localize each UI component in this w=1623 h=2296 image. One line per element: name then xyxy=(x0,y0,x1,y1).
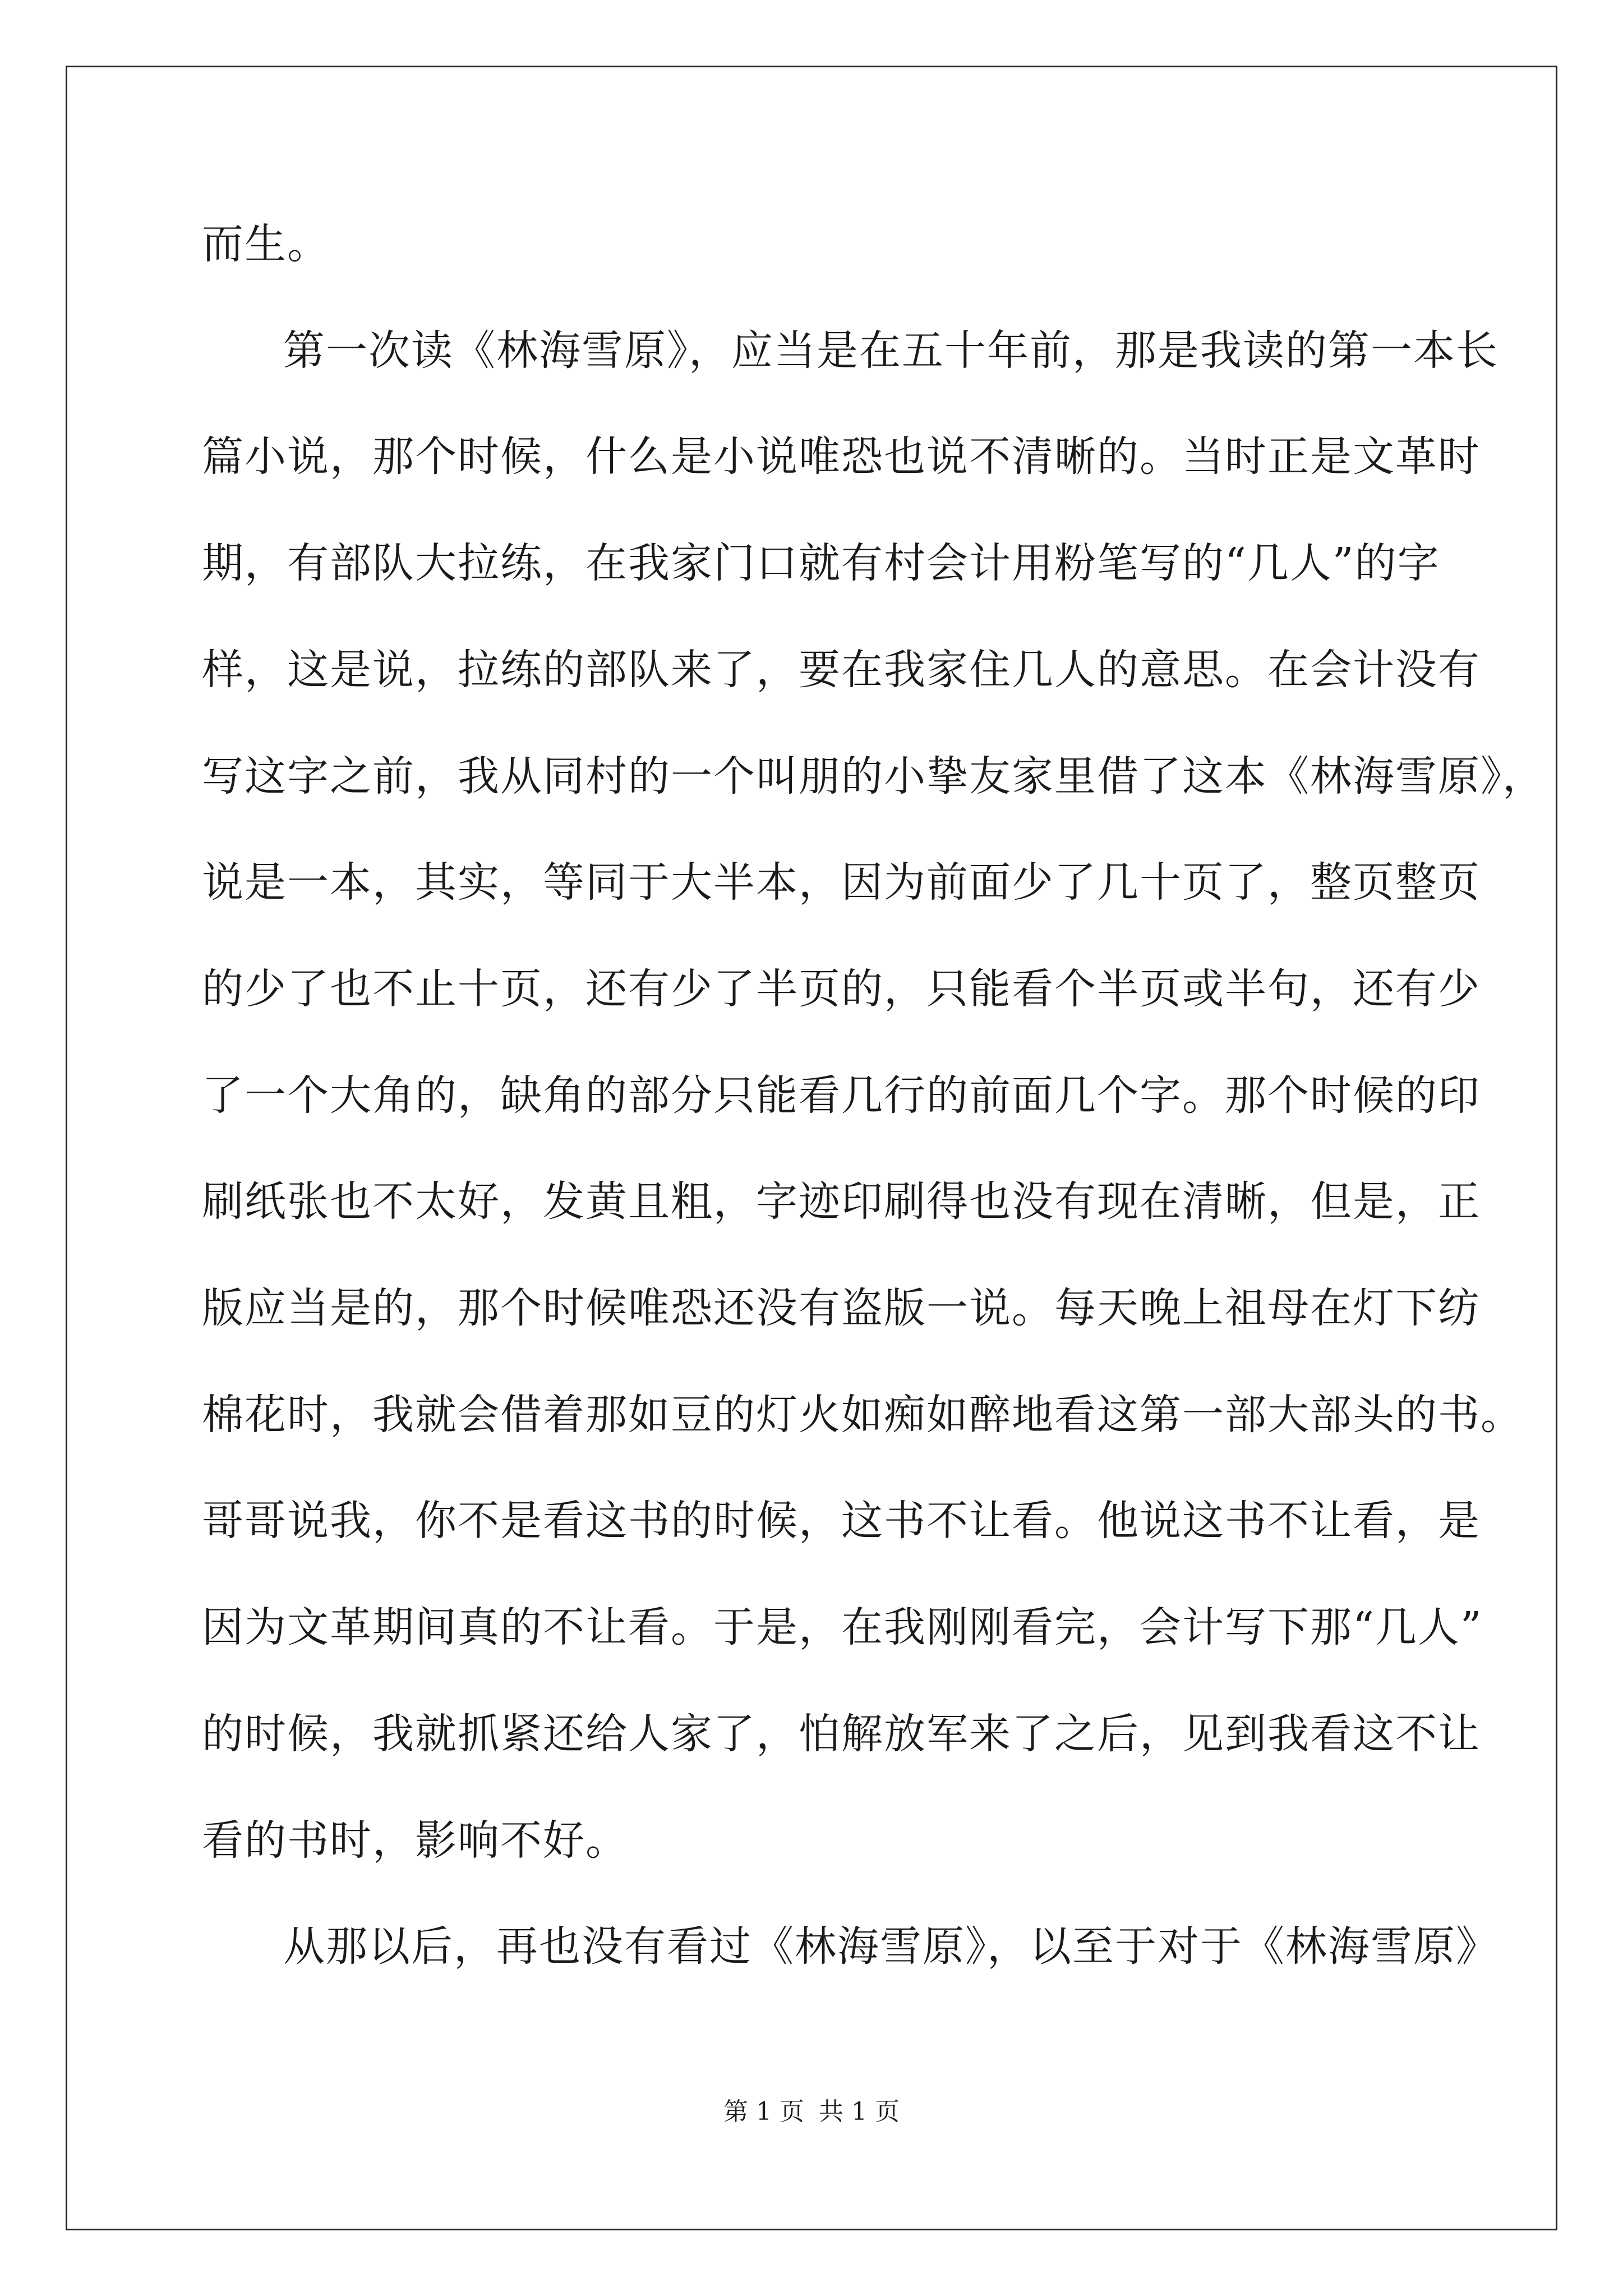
page-total: 共 1 页 xyxy=(819,2097,900,2126)
text-line: 了一个大角的，缺角的部分只能看几行的前面几个字。那个时候的印 xyxy=(202,1071,1481,1120)
text-line: 的少了也不止十页，还有少了半页的，只能看个半页或半句，还有少 xyxy=(202,965,1481,1013)
text-line: 说是一本，其实，等同于大半本，因为前面少了几十页了，整页整页 xyxy=(202,858,1481,907)
paragraph-first-line: 第一次读《林海雪原》，应当是在五十年前，那是我读的第一本长 xyxy=(283,326,1498,375)
text-line: 而生。 xyxy=(202,220,330,268)
text-line: 棉花时，我就会借着那如豆的灯火如痴如醉地看这第一部大部头的书。 xyxy=(202,1391,1523,1439)
text-line: 看的书时，影响不好。 xyxy=(202,1816,628,1865)
page-number: 第 1 页 xyxy=(723,2097,804,2126)
text-line: 哥哥说我，你不是看这书的时候，这书不让看。他说这书不让看，是 xyxy=(202,1497,1481,1545)
text-line: 写这字之前，我从同村的一个叫朋的小挚友家里借了这本《林海雪原》， xyxy=(202,752,1545,800)
text-line: 篇小说，那个时候，什么是小说唯恐也说不清晰的。当时正是文革时 xyxy=(202,432,1481,481)
text-line: 因为文革期间真的不让看。于是，在我刚刚看完，会计写下那“几人” xyxy=(202,1603,1483,1651)
text-line: 版应当是的，那个时候唯恐还没有盗版一说。每天晚上祖母在灯下纺 xyxy=(202,1284,1481,1332)
text-line: 期，有部队大拉练，在我家门口就有村会计用粉笔写的“几人”的字 xyxy=(202,539,1440,587)
text-line: 的时候，我就抓紧还给人家了，怕解放军来了之后，见到我看这不让 xyxy=(202,1710,1481,1758)
page-border xyxy=(66,66,1557,2230)
paragraph-first-line: 从那以后，再也没有看过《林海雪原》，以至于对于《林海雪原》 xyxy=(283,1922,1498,1971)
page-footer xyxy=(0,2095,1623,2129)
text-line: 样，这是说，拉练的部队来了，要在我家住几人的意思。在会计没有 xyxy=(202,646,1481,694)
text-line: 刷纸张也不太好，发黄且粗，字迹印刷得也没有现在清晰，但是，正 xyxy=(202,1177,1481,1226)
